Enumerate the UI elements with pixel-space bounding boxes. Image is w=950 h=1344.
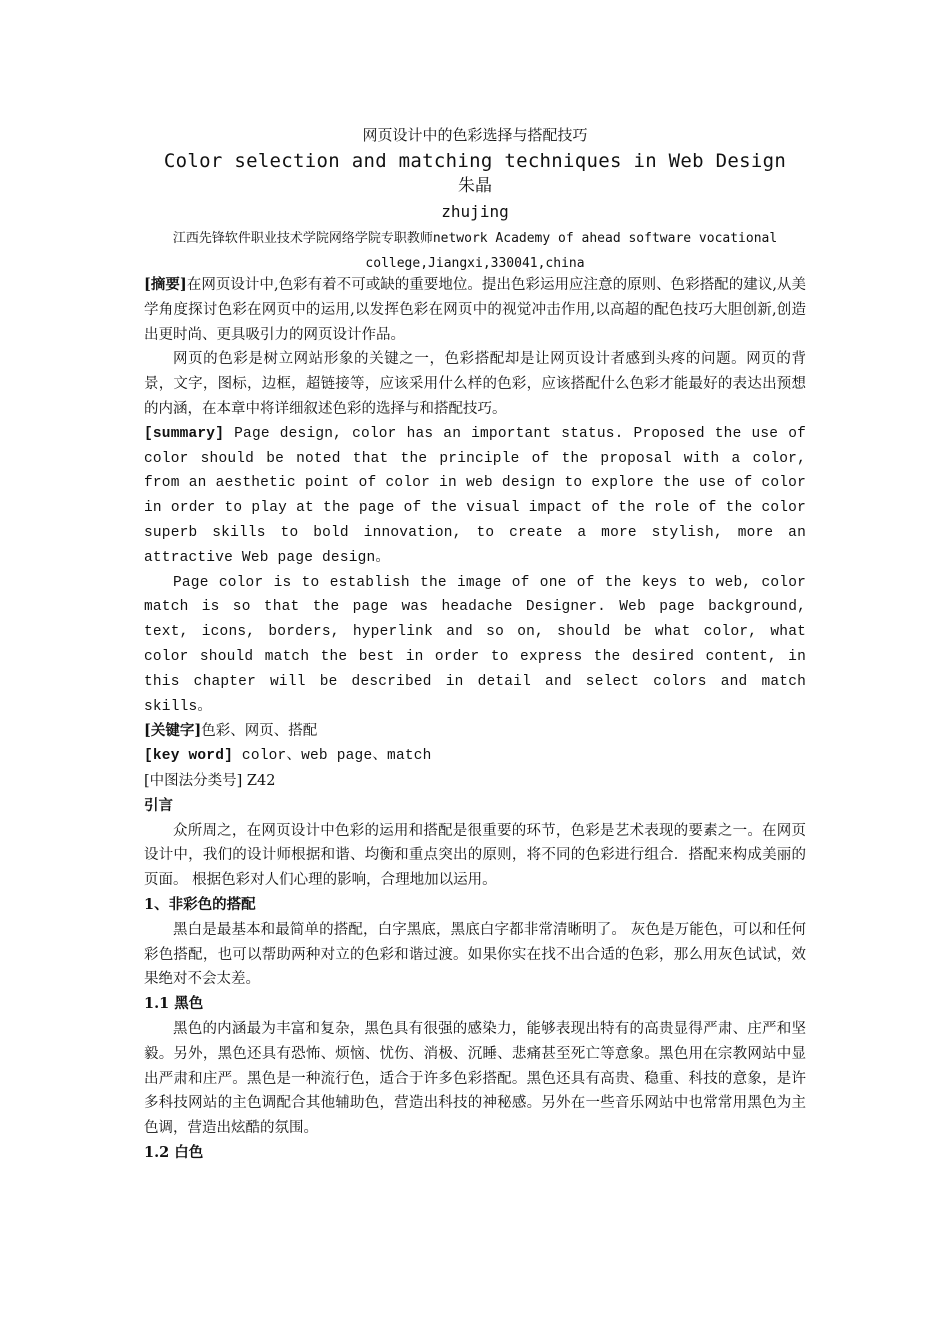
keywords-english-text: color、web page、match — [241, 748, 432, 765]
classification-number: [中图法分类号] Z42 — [144, 772, 276, 789]
section-1-1-paragraph: 黑色的内涵最为丰富和复杂，黑色具有很强的感染力，能够表现出特有的高贵显得严肃、庄严和坚毅。另外，黑色还具有恐怖、烦恼、忧伤、消极、沉睡、悲痛甚至死亡等意象。黑色用在宗教网站中显出严肃和庄严。黑色是一种流行色，适合于许多色彩搭配。黑色还具有高贵、稳重、科技的意象，是许多科技网站的主色调配合其他辅助色，营造出科技的神秘感。另外在一些音乐网站中也常常用黑色为主色调，营造出炫酷的氛围。 — [144, 1020, 806, 1137]
title-chinese: 网页设计中的色彩选择与搭配技巧 — [362, 126, 588, 144]
title-english: Color selection and matching techniques in Web Design — [163, 150, 787, 172]
section-1-paragraph: 黑白是最基本和最简单的搭配，白字黑底，黑底白字都非常清晰明了。 灰色是万能色，可以和任何彩色搭配，也可以帮助两种对立的色彩和谐过渡。如果你实在找不出合适的色彩，那么用灰色试试，效果绝对不会太差。 — [144, 921, 806, 988]
author-chinese: 朱晶 — [458, 176, 492, 196]
abstract-chinese-paragraph-2: 网页的色彩是树立网站形象的关键之一，色彩搭配却是让网页设计者感到头疼的问题。网页的背景，文字，图标，边框，超链接等，应该采用什么样的色彩，应该搭配什么色彩才能最好的表达出预想的内涵，在本章中将详细叙述色彩的选择与和搭配技巧。 — [144, 351, 806, 417]
abstract-english — [144, 422, 806, 571]
keywords-english-label: [key word] — [144, 748, 234, 765]
intro-paragraph: 众所周之，在网页设计中色彩的运用和搭配是很重要的环节，色彩是艺术表现的要素之一。在网页设计中，我们的设计师根据和谐、均衡和重点突出的原则，将不同的色彩进行组合．搭配来构成美丽的页面。 根据色彩对人们心理的影响，合理地加以运用。 — [144, 822, 806, 889]
intro-heading: 引言 — [144, 796, 173, 814]
document-body — [144, 273, 806, 1166]
keywords-chinese — [144, 719, 806, 744]
abstract-english-label: [summary] — [144, 425, 225, 442]
abstract-chinese — [144, 273, 806, 347]
abstract-english-paragraph-2: Page color is to establish the image of one of the keys to web, color match is so that the page was headache Designer. Web page background, text, icons, borders, hyperlink and so on, should be what color, what color should match the best in order to express the desired content, in this chapter will be described in detail and select colors and match skills。 — [144, 574, 806, 715]
keywords-chinese-text: 色彩、网页、搭配 — [201, 723, 318, 740]
keywords-chinese-label: [关键字] — [144, 722, 202, 740]
keywords-english — [144, 744, 806, 769]
section-1-2-heading: 1.2 白色 — [144, 1143, 204, 1161]
abstract-chinese-text: 在网页设计中,色彩有着不可或缺的重要地位。提出色彩运用应注意的原则、色彩搭配的建议,从美学角度探讨色彩在网页中的运用,以发挥色彩在网页中的视觉冲击作用,以高超的配色技巧大胆创新,创造出更时尚、更具吸引力的网页设计作品。 — [144, 277, 806, 343]
affiliation: 江西先锋软件职业技术学院网络学院专职教师network Academy of ahead software vocational college,Jiangxi,330041,china — [172, 231, 778, 271]
section-1-heading: 1、非彩色的搭配 — [144, 895, 256, 913]
section-1-1-heading: 1.1 黑色 — [144, 995, 204, 1013]
abstract-english-text: Page design, color has an important status. Proposed the use of color should be noted that the principle of the proposal with a color, from an aesthetic point of color in web design to explore the use of color in order to play at the page of the visual impact of the role of the color superb skills to bold innovation, to create a more stylish, more an attractive Web page design。 — [144, 425, 806, 566]
abstract-chinese-label: [摘要] — [144, 276, 187, 293]
author-english: zhujing — [441, 202, 509, 221]
